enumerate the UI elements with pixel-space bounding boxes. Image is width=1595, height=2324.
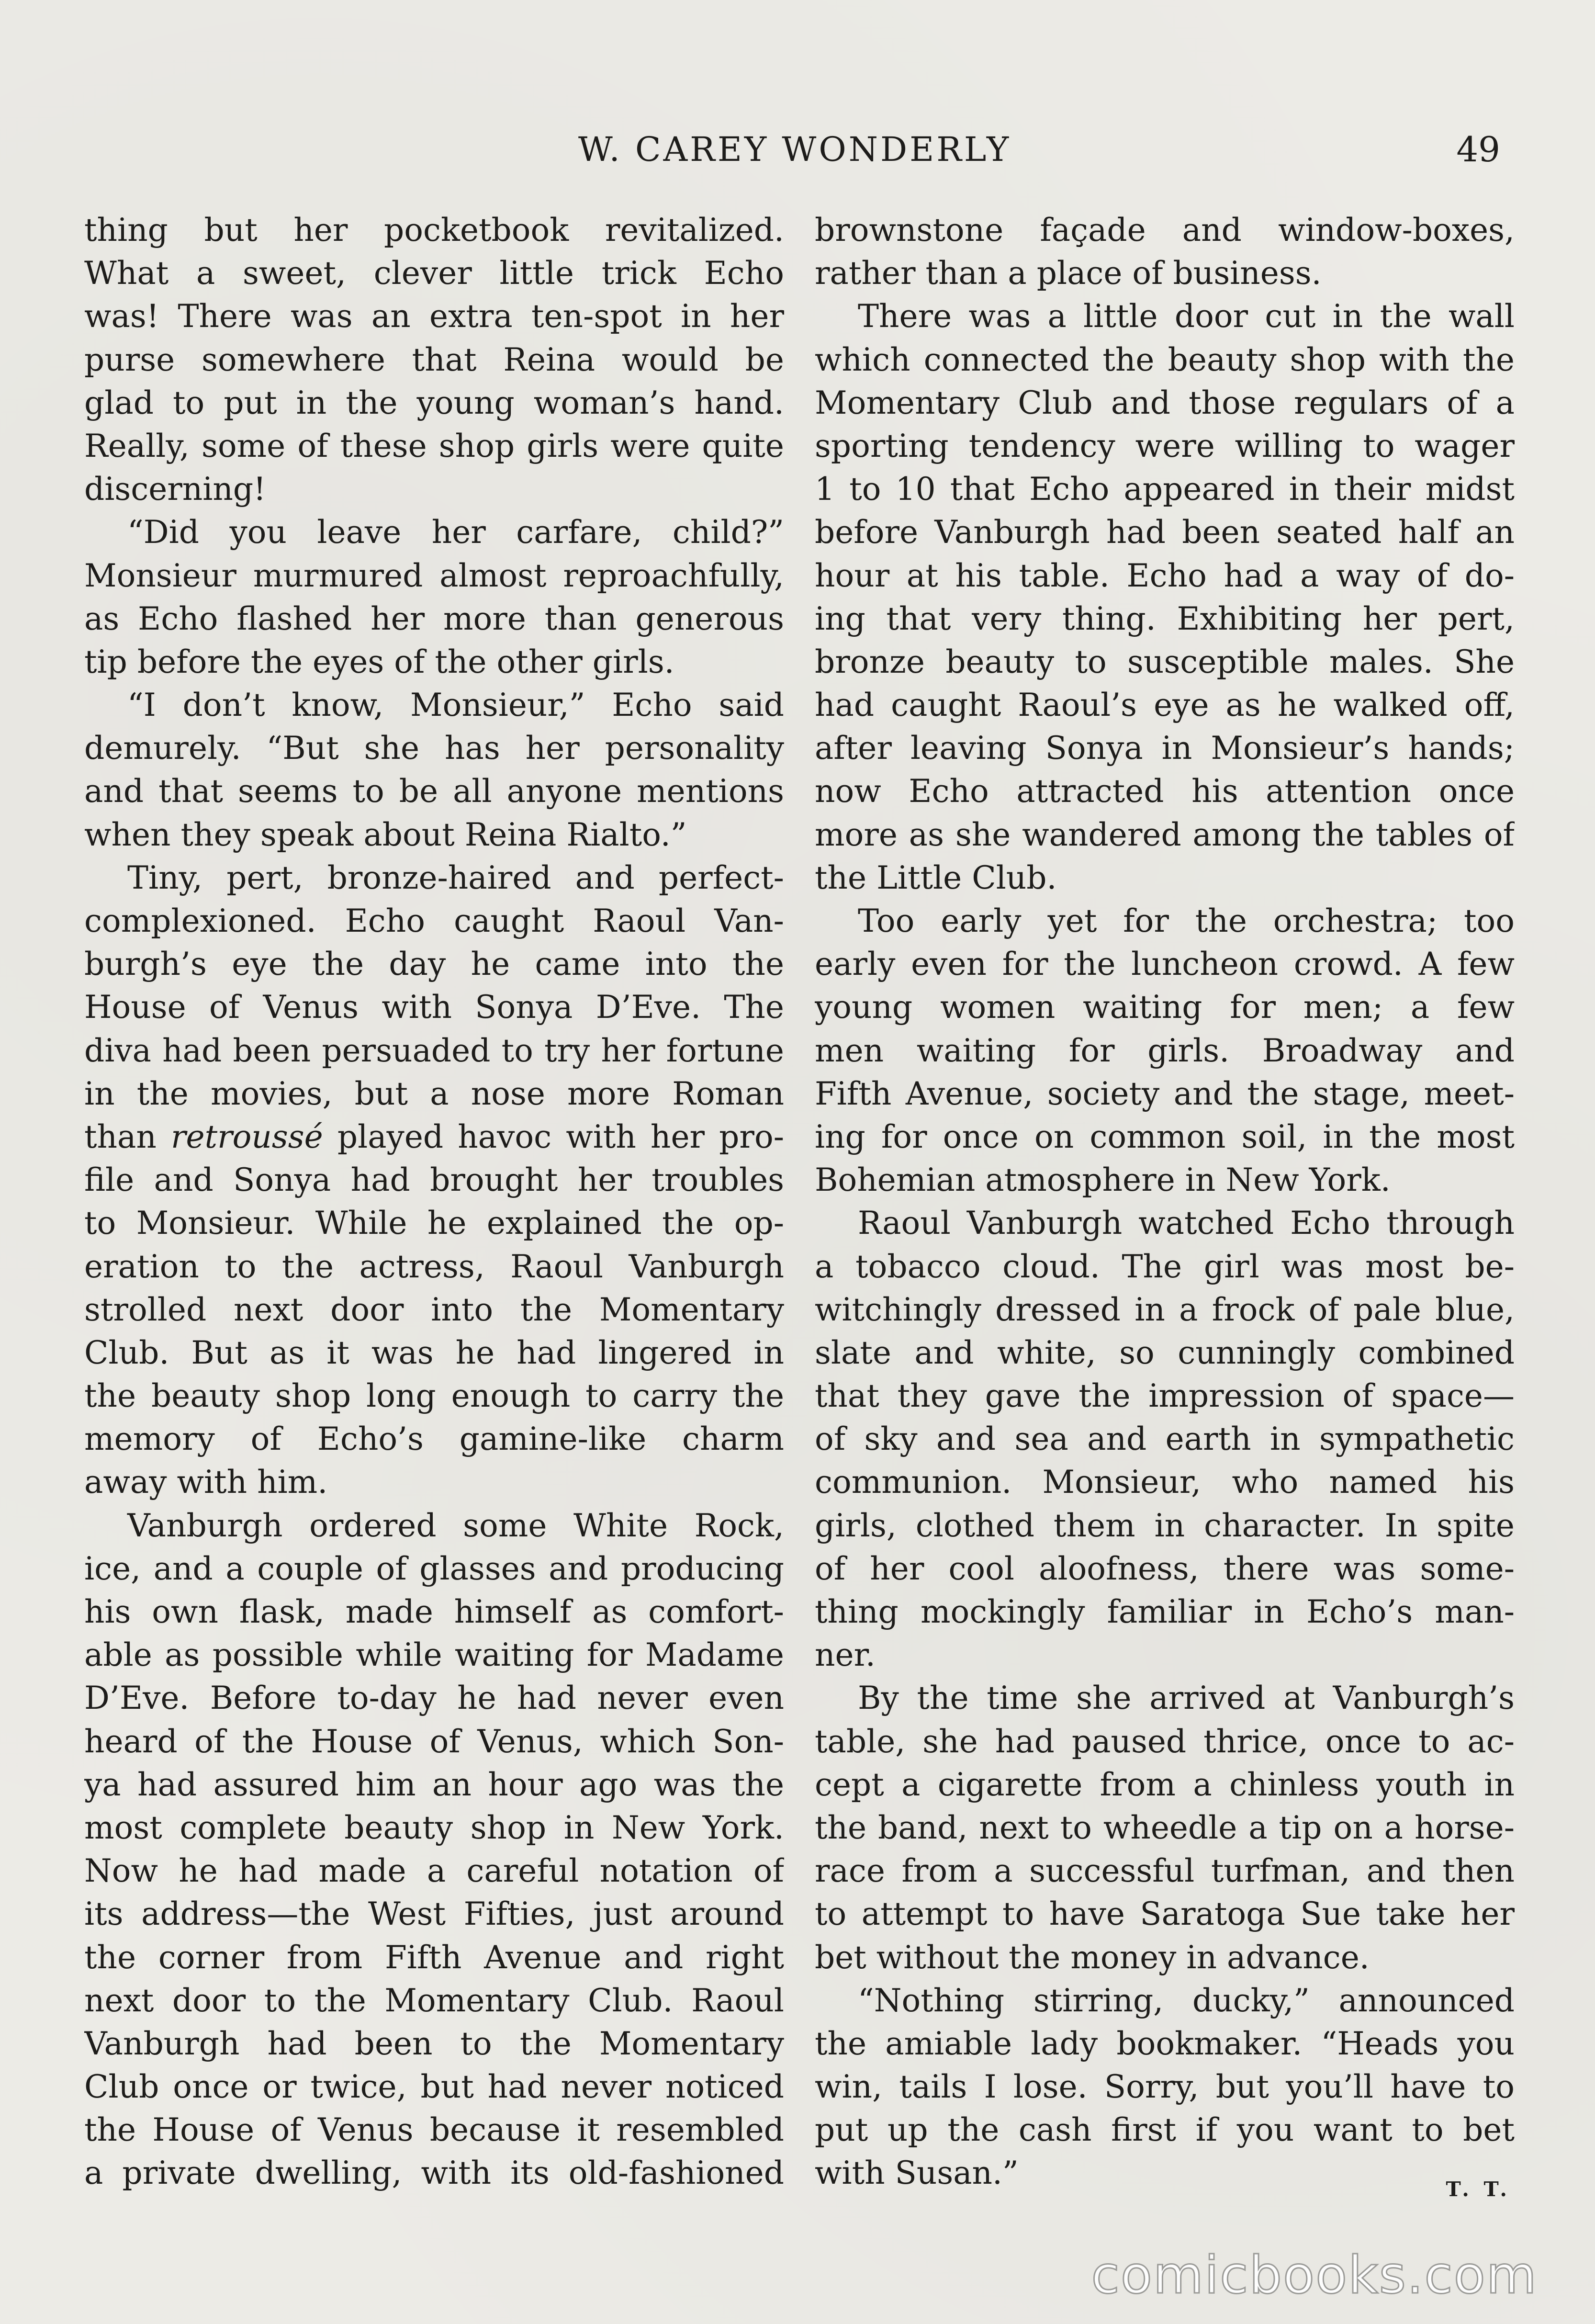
text-line: Momentary Club and those regulars of a <box>815 384 1515 421</box>
watermark: comicbooks.com <box>1091 2245 1538 2305</box>
text-line: away with him. <box>84 1464 328 1501</box>
text-line: memory of Echo’s gamine-like charm <box>84 1421 784 1458</box>
text-line: had caught Raoul’s eye as he walked off, <box>815 687 1515 724</box>
text-line: Club once or twice, but had never noticed <box>84 2068 784 2106</box>
text-line: Vanburgh ordered some White Rock, <box>127 1507 784 1544</box>
text-line: the House of Venus because it resembled <box>84 2111 784 2149</box>
text-line: before Vanburgh had been seated half an <box>815 514 1515 551</box>
text-line: its address—the West Fifties, just around <box>84 1895 784 1933</box>
text-line: What a sweet, clever little trick Echo <box>84 255 784 292</box>
text-line: a tobacco cloud. The girl was most be- <box>815 1248 1515 1285</box>
text-line: win, tails I lose. Sorry, but you’ll have to <box>815 2068 1515 2106</box>
text-line: Raoul Vanburgh watched Echo through <box>858 1205 1515 1242</box>
text-line: with Susan.” <box>815 2155 1019 2192</box>
text-run: than <box>84 1118 171 1155</box>
text-line: rather than a place of business. <box>815 255 1322 292</box>
text-line: more as she wandered among the tables of <box>815 816 1515 853</box>
text-line: sporting tendency were willing to wager <box>815 427 1515 464</box>
text-line: complexioned. Echo caught Raoul Van- <box>84 903 784 939</box>
text-line: young women waiting for men; a few <box>815 989 1515 1026</box>
text-line: “I don’t know, Monsieur,” Echo said <box>127 687 784 724</box>
text-line: Monsieur murmured almost reproachfully, <box>84 557 784 594</box>
left-column <box>84 209 784 2195</box>
text-line: By the time she arrived at Vanburgh’s <box>858 1680 1515 1717</box>
running-title: W. CAREY WONDERLY <box>578 130 1011 169</box>
text-line: cept a cigarette from a chinless youth in <box>815 1766 1515 1803</box>
text-line: which connected the beauty shop with the <box>815 341 1515 378</box>
running-head <box>81 125 1508 173</box>
text-line: girls, clothed them in character. In spite <box>815 1507 1515 1544</box>
text-line: hour at his table. Echo had a way of do- <box>815 557 1515 594</box>
text-line: to Monsieur. While he explained the op- <box>84 1205 784 1242</box>
text-line: heard of the House of Venus, which Son- <box>84 1723 784 1760</box>
text-line: Too early yet for the orchestra; too <box>858 903 1515 939</box>
text-line: D’Eve. Before to-day he had never even <box>84 1680 784 1717</box>
text-line: ner. <box>815 1636 876 1674</box>
text-line: when they speak about Reina Rialto.” <box>84 816 687 853</box>
text-line: “Did you leave her carfare, child?” <box>127 514 784 551</box>
text-line: ya had assured him an hour ago was the <box>84 1766 784 1803</box>
text-line: a private dwelling, with its old-fashioned <box>84 2155 784 2192</box>
text-line: the beauty shop long enough to carry the <box>84 1377 784 1415</box>
text-line: Really, some of these shop girls were quite <box>84 427 784 464</box>
text-line-with-italic <box>84 1116 784 1159</box>
text-run: played havoc with her pro- <box>323 1118 784 1155</box>
text-line: ing for once on common soil, in the most <box>815 1118 1515 1155</box>
text-line: early even for the luncheon crowd. A few <box>815 946 1515 983</box>
text-line: and that seems to be all anyone mentions <box>84 773 784 810</box>
text-line: now Echo attracted his attention once <box>815 773 1515 810</box>
text-line: slate and white, so cunningly combined <box>815 1334 1515 1371</box>
text-line: to attempt to have Saratoga Sue take her <box>815 1895 1515 1933</box>
text-line: Tiny, pert, bronze-haired and perfect- <box>127 859 784 896</box>
text-line: was! There was an extra ten-spot in her <box>84 298 784 335</box>
text-line: glad to put in the young woman’s hand. <box>84 384 784 421</box>
text-line: burgh’s eye the day he came into the <box>84 946 784 983</box>
text-line: put up the cash first if you want to bet <box>815 2111 1515 2149</box>
text-line: thing mockingly familiar in Echo’s man- <box>815 1593 1515 1630</box>
text-line: as Echo flashed her more than generous <box>84 600 784 637</box>
text-line: demurely. “But she has her personality <box>84 730 784 767</box>
text-line: that they gave the impression of space— <box>815 1377 1515 1415</box>
text-line: table, she had paused thrice, once to ac- <box>815 1723 1515 1760</box>
text-line: brownstone façade and window-boxes, <box>815 212 1515 248</box>
text-line: ice, and a couple of glasses and producing <box>84 1550 784 1587</box>
italic-word: retroussé <box>171 1118 323 1155</box>
text-line: his own flask, made himself as comfort- <box>84 1593 784 1630</box>
text-line: There was a little door cut in the wall <box>858 298 1515 335</box>
text-line: strolled next door into the Momentary <box>84 1291 784 1328</box>
text-line: bronze beauty to susceptible males. She <box>815 643 1515 680</box>
text-line: of sky and sea and earth in sympathetic <box>815 1421 1515 1458</box>
text-line: communion. Monsieur, who named his <box>815 1464 1515 1501</box>
text-line: after leaving Sonya in Monsieur’s hands; <box>815 730 1515 767</box>
text-line: diva had been persuaded to try her fortune <box>84 1032 784 1069</box>
text-line: “Nothing stirring, ducky,” announced <box>858 1982 1515 2019</box>
text-line: able as possible while waiting for Madame <box>84 1636 784 1674</box>
text-line: discerning! <box>84 471 266 508</box>
text-line: House of Venus with Sonya D’Eve. The <box>84 989 784 1026</box>
author-initials: T. T. <box>1446 2177 1511 2201</box>
text-line: Bohemian atmosphere in New York. <box>815 1162 1391 1199</box>
text-line: the band, next to wheedle a tip on a horse- <box>815 1809 1515 1846</box>
text-line: ing that very thing. Exhibiting her pert, <box>815 600 1515 637</box>
text-line: file and Sonya had brought her troubles <box>84 1162 784 1199</box>
text-line: purse somewhere that Reina would be <box>84 341 784 378</box>
text-line: the corner from Fifth Avenue and right <box>84 1939 784 1976</box>
text-line: Vanburgh had been to the Momentary <box>84 2025 784 2062</box>
text-line: eration to the actress, Raoul Vanburgh <box>84 1248 784 1285</box>
text-line: most complete beauty shop in New York. <box>84 1809 784 1846</box>
text-line: Now he had made a careful notation of <box>84 1852 784 1890</box>
text-line: race from a successful turfman, and then <box>815 1852 1515 1890</box>
text-line: Club. But as it was he had lingered in <box>84 1334 784 1371</box>
text-line: next door to the Momentary Club. Raoul <box>84 1982 784 2019</box>
text-line: bet without the money in advance. <box>815 1939 1370 1976</box>
text-line: tip before the eyes of the other girls. <box>84 643 674 680</box>
text-line: of her cool aloofness, there was some- <box>815 1550 1515 1587</box>
text-line: witchingly dressed in a frock of pale blue, <box>815 1291 1515 1328</box>
page-number: 49 <box>1456 129 1500 169</box>
text-line: the amiable lady bookmaker. “Heads you <box>815 2025 1515 2062</box>
text-line: men waiting for girls. Broadway and <box>815 1032 1515 1069</box>
text-line: in the movies, but a nose more Roman <box>84 1075 784 1112</box>
text-line: 1 to 10 that Echo appeared in their midst <box>815 471 1515 508</box>
right-column <box>815 209 1515 2195</box>
text-line: Fifth Avenue, society and the stage, meet- <box>815 1075 1515 1112</box>
text-line: the Little Club. <box>815 859 1057 896</box>
text-line: thing but her pocketbook revitalized. <box>84 212 784 248</box>
